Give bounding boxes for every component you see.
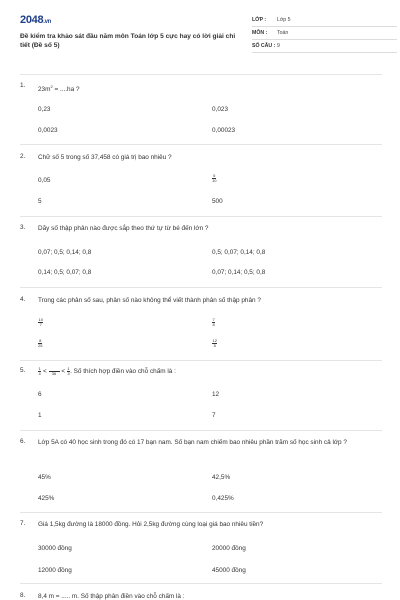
meta-key: SỐ CÂU :: [252, 43, 276, 49]
meta-row-subject: [252, 27, 397, 40]
question-text: Trong các phân số sau, phân số nào không thể viết thành phân số thập phân ?: [38, 297, 261, 304]
divider: [20, 144, 382, 145]
question-text-part: = ....ha ?: [52, 86, 80, 94]
answer-option-d[interactable]: 45000 đồng: [212, 567, 246, 574]
answer-option-b[interactable]: 12: [212, 391, 220, 398]
numerator: 7: [212, 317, 215, 322]
divider: [20, 512, 382, 513]
less-than-sign: <: [61, 368, 66, 376]
numerator: 1: [67, 366, 70, 371]
answer-option-d[interactable]: [212, 339, 217, 348]
numerator: 1: [38, 366, 41, 371]
question-number: 6.: [20, 438, 26, 445]
divider: [20, 583, 382, 584]
answer-option-d[interactable]: 0,07; 0,14; 0,5; 0,8: [212, 269, 266, 276]
divider: [20, 287, 382, 288]
question-8: [20, 592, 382, 600]
site-logo[interactable]: [20, 14, 51, 26]
answer-option-c[interactable]: 0,0023: [38, 127, 58, 134]
question-1: [20, 82, 382, 142]
question-text: Giá 1,5kg đường là 18000 đồng. Hỏi 2,5kg đường cùng loại giá bao nhiêu tiền?: [38, 521, 264, 528]
denominator: 7: [39, 322, 42, 327]
superscript: 2: [50, 84, 53, 89]
divider: [20, 360, 382, 361]
fraction: [212, 339, 217, 348]
answer-option-a[interactable]: 6: [38, 391, 42, 398]
logo-suffix: .vn: [43, 19, 52, 25]
answer-option-b[interactable]: 20000 đồng: [212, 545, 246, 552]
denominator: 25: [38, 343, 43, 348]
question-4: [20, 296, 382, 358]
answer-option-a[interactable]: 0,07; 0,5; 0,14; 0,8: [38, 249, 92, 256]
answer-option-c[interactable]: 425%: [38, 495, 55, 502]
answer-option-d[interactable]: 500: [212, 198, 223, 205]
numerator: 8: [39, 338, 42, 343]
question-7: [20, 520, 382, 580]
divider: [20, 430, 382, 431]
answer-option-c[interactable]: 5: [38, 198, 42, 205]
answer-option-b[interactable]: 0,023: [212, 106, 228, 113]
divider: [20, 74, 382, 75]
question-text-part: Số thích hợp điền vào chỗ chấm là :: [73, 368, 176, 376]
answer-option-a[interactable]: 0,23: [38, 106, 51, 113]
answer-option-b[interactable]: 0,5; 0,07; 0,14; 0,8: [212, 249, 266, 256]
divider: [20, 216, 382, 217]
question-2: [20, 153, 382, 213]
question-text: Lớp 5A có 40 học sinh trong đó có 17 bạn nam. Số bạn nam chiếm bao nhiêu phần trăm số học sinh cả lớp ?: [38, 439, 347, 446]
answer-option-c[interactable]: 1: [38, 412, 42, 419]
logo-text: 2048: [20, 14, 44, 26]
question-number: 7.: [20, 520, 26, 527]
denominator: 4: [38, 371, 41, 376]
question-5: [20, 367, 382, 427]
meta-key: MÔN :: [252, 30, 268, 36]
question-number: 3.: [20, 224, 26, 231]
answer-option-b[interactable]: 42,5%: [212, 474, 231, 481]
document-header: [20, 14, 382, 58]
question-3: [20, 224, 382, 284]
question-number: 5.: [20, 367, 26, 374]
document-title: Đề kiểm tra khảo sát đầu năm môn Toán lớp 5 cực hay có lời giải chi tiết (Đề số 5): [20, 33, 236, 49]
numerator: 5: [213, 173, 216, 178]
numerator: 10: [38, 317, 43, 322]
meta-value: 9: [277, 43, 280, 49]
denominator: 5: [213, 343, 216, 348]
meta-value: Toán: [277, 30, 289, 36]
question-number: 8.: [20, 592, 26, 599]
fraction: [212, 174, 216, 183]
meta-key: LỚP :: [252, 17, 267, 23]
answer-option-d[interactable]: 0,425%: [212, 495, 234, 502]
fraction: [38, 318, 43, 327]
meta-row-class: [252, 14, 397, 27]
answer-option-d[interactable]: 0,00023: [212, 127, 236, 134]
denominator: 3: [67, 371, 70, 376]
less-than-sign: <: [43, 368, 47, 376]
answer-option-d[interactable]: 7: [212, 412, 216, 419]
answer-option-a[interactable]: [38, 318, 43, 327]
answer-option-c[interactable]: 12000 đồng: [38, 567, 72, 574]
fraction: [38, 339, 42, 348]
question-text: [38, 82, 378, 95]
question-text-part: 23m: [38, 86, 51, 94]
question-number: 2.: [20, 153, 26, 160]
question-text: $\frac{1}{4}$ < 36 < $\frac{1}{3}$ . Số thích hợp điền vào chỗ chấm là :: [38, 366, 176, 376]
fraction: [67, 367, 70, 376]
denominator: 8: [212, 322, 215, 327]
question-number: 4.: [20, 296, 26, 303]
question-text: 8,4 m = ..... m. Số thập phân điền vào chỗ chấm là :: [38, 593, 185, 600]
denominator: 10: [212, 178, 217, 183]
question-6: [20, 438, 382, 510]
fraction: [212, 318, 215, 327]
fraction: [38, 367, 41, 376]
denominator: 36: [51, 371, 57, 376]
question-text: Chữ số 5 trong số 37,458 có giá trị bao nhiêu ?: [38, 154, 172, 161]
meta-row-count: [252, 40, 397, 53]
fraction: [49, 367, 60, 376]
answer-option-c[interactable]: 0,14; 0,5; 0,07; 0,8: [38, 269, 92, 276]
numerator: 12: [212, 338, 217, 343]
meta-value: Lớp 5: [277, 17, 291, 23]
answer-option-a[interactable]: 45%: [38, 474, 51, 481]
answer-option-a[interactable]: 0,05: [38, 177, 51, 184]
question-number: 1.: [20, 82, 26, 89]
answer-option-b[interactable]: [212, 318, 215, 327]
answer-option-c[interactable]: [38, 339, 42, 348]
question-text: Dãy số thập phân nào được sắp theo thứ tự từ bé đến lớn ?: [38, 225, 209, 232]
answer-option-b[interactable]: [212, 174, 216, 183]
meta-table: [252, 14, 397, 53]
answer-option-a[interactable]: 30000 đồng: [38, 545, 72, 552]
